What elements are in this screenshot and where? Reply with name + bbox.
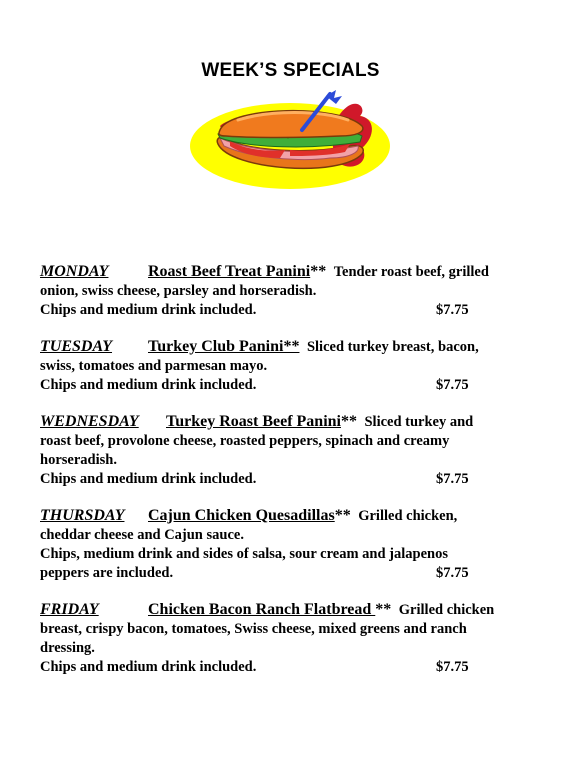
item-name: Turkey Roast Beef Panini	[166, 413, 341, 430]
price: $7.75	[436, 302, 469, 318]
price: $7.75	[436, 377, 469, 393]
day-name: WEDNESDAY	[40, 413, 139, 430]
desc-line: dressing.	[40, 640, 95, 656]
desc-line: onion, swiss cheese, parsley and horseradish.	[40, 283, 317, 299]
special-wednesday	[40, 412, 555, 489]
specials-list	[40, 262, 555, 694]
item-stars: **	[375, 601, 392, 618]
price-line-text: Chips and medium drink included.	[40, 377, 257, 393]
price-row	[40, 564, 555, 583]
desc-line: horseradish.	[40, 452, 117, 468]
item-desc-lead: Sliced turkey breast, bacon,	[306, 339, 479, 355]
day-name: MONDAY	[40, 263, 109, 280]
day-name: THURSDAY	[40, 507, 125, 524]
price-row	[40, 658, 555, 677]
price: $7.75	[436, 471, 469, 487]
desc-line: Chips, medium drink and sides of salsa, sour cream and jalapenos	[40, 546, 448, 562]
item-desc-lead: Tender roast beef, grilled	[333, 264, 489, 280]
desc-line: breast, crispy bacon, tomatoes, Swiss cheese, mixed greens and ranch	[40, 621, 467, 637]
price-row	[40, 376, 555, 395]
item-name: Turkey Club Panini**	[148, 338, 300, 355]
price-line-text: peppers are included.	[40, 565, 174, 581]
desc-line: cheddar cheese and Cajun sauce.	[40, 527, 244, 543]
desc-line: roast beef, provolone cheese, roasted peppers, spinach and creamy	[40, 433, 450, 449]
sub-sandwich-icon	[190, 86, 395, 191]
price: $7.75	[436, 565, 469, 581]
day-name: FRIDAY	[40, 601, 99, 618]
special-thursday	[40, 506, 555, 583]
price-row	[40, 470, 555, 489]
special-friday	[40, 600, 555, 677]
item-stars: **	[340, 413, 357, 430]
item-name: Chicken Bacon Ranch Flatbread	[148, 601, 376, 618]
price-line-text: Chips and medium drink included.	[40, 302, 257, 318]
item-desc-lead: Grilled chicken	[398, 602, 495, 618]
item-stars: **	[310, 263, 327, 280]
item-name: Cajun Chicken Quesadillas	[148, 507, 335, 524]
page-title: WEEK’S SPECIALS	[201, 60, 380, 81]
special-monday	[40, 262, 555, 320]
item-desc-lead: Sliced turkey and	[364, 414, 474, 430]
item-name: Roast Beef Treat Panini	[148, 263, 311, 280]
item-stars: **	[334, 507, 351, 524]
price-line-text: Chips and medium drink included.	[40, 471, 257, 487]
day-name: TUESDAY	[40, 338, 113, 355]
item-desc-lead: Grilled chicken,	[358, 508, 458, 524]
special-tuesday	[40, 337, 555, 395]
price: $7.75	[436, 659, 469, 675]
desc-line: swiss, tomatoes and parmesan mayo.	[40, 358, 268, 374]
price-row	[40, 301, 555, 320]
price-line-text: Chips and medium drink included.	[40, 659, 257, 675]
